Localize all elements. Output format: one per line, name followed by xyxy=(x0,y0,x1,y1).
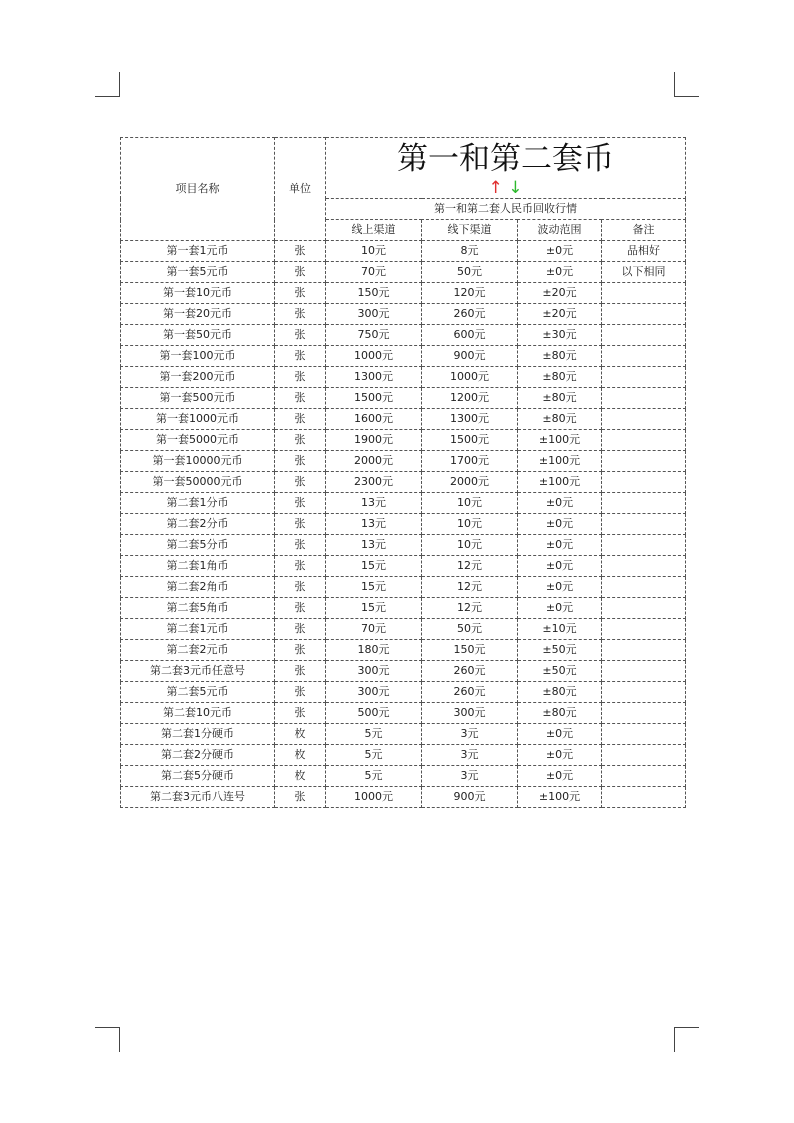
cell-item-name: 第二套2元币 xyxy=(121,640,275,661)
table-row xyxy=(121,766,686,787)
cell-online-price: 5元 xyxy=(326,766,422,787)
cell-note xyxy=(602,619,686,640)
cell-unit: 张 xyxy=(275,787,326,808)
table-row xyxy=(121,556,686,577)
cell-fluctuation-range: ±80元 xyxy=(518,388,602,409)
cell-online-price: 300元 xyxy=(326,661,422,682)
cell-fluctuation-range: ±20元 xyxy=(518,304,602,325)
cell-unit: 张 xyxy=(275,304,326,325)
table-row xyxy=(121,346,686,367)
cell-offline-price: 10元 xyxy=(422,535,518,556)
cell-offline-price: 8元 xyxy=(422,241,518,262)
cell-offline-price: 1700元 xyxy=(422,451,518,472)
cell-offline-price: 600元 xyxy=(422,325,518,346)
cell-online-price: 13元 xyxy=(326,514,422,535)
cell-unit: 张 xyxy=(275,388,326,409)
cell-offline-price: 1300元 xyxy=(422,409,518,430)
table-row xyxy=(121,241,686,262)
cell-unit: 张 xyxy=(275,493,326,514)
table-row xyxy=(121,598,686,619)
cell-item-name: 第二套5分硬币 xyxy=(121,766,275,787)
cell-item-name: 第二套2分硬币 xyxy=(121,745,275,766)
table-row xyxy=(121,283,686,304)
cell-unit: 张 xyxy=(275,535,326,556)
cell-note xyxy=(602,535,686,556)
cell-item-name: 第二套10元币 xyxy=(121,703,275,724)
cell-offline-price: 260元 xyxy=(422,304,518,325)
table-row xyxy=(121,367,686,388)
cell-offline-price: 260元 xyxy=(422,682,518,703)
table-row xyxy=(121,451,686,472)
header-row-title xyxy=(121,138,686,199)
table-row xyxy=(121,430,686,451)
cell-note xyxy=(602,598,686,619)
cell-online-price: 5元 xyxy=(326,724,422,745)
cell-unit: 张 xyxy=(275,640,326,661)
table-row xyxy=(121,472,686,493)
cell-item-name: 第二套3元币任意号 xyxy=(121,661,275,682)
cell-unit: 张 xyxy=(275,556,326,577)
cell-fluctuation-range: ±0元 xyxy=(518,745,602,766)
cell-note: 品相好 xyxy=(602,241,686,262)
cell-item-name: 第一套100元币 xyxy=(121,346,275,367)
cell-offline-price: 900元 xyxy=(422,787,518,808)
cell-offline-price: 3元 xyxy=(422,766,518,787)
cell-item-name: 第二套5元币 xyxy=(121,682,275,703)
cell-item-name: 第一套500元币 xyxy=(121,388,275,409)
cell-item-name: 第一套10000元币 xyxy=(121,451,275,472)
cell-fluctuation-range: ±80元 xyxy=(518,367,602,388)
table-row xyxy=(121,577,686,598)
cell-item-name: 第二套1角币 xyxy=(121,556,275,577)
arrow-up-icon: ↑ xyxy=(488,178,503,198)
cell-online-price: 15元 xyxy=(326,598,422,619)
cell-online-price: 1500元 xyxy=(326,388,422,409)
cell-online-price: 1000元 xyxy=(326,346,422,367)
cell-note xyxy=(602,304,686,325)
table-row xyxy=(121,388,686,409)
cell-note xyxy=(602,787,686,808)
cell-unit: 张 xyxy=(275,619,326,640)
cell-fluctuation-range: ±20元 xyxy=(518,283,602,304)
cell-online-price: 1300元 xyxy=(326,367,422,388)
cell-fluctuation-range: ±0元 xyxy=(518,577,602,598)
cell-online-price: 1000元 xyxy=(326,787,422,808)
cell-unit: 张 xyxy=(275,598,326,619)
cell-online-price: 70元 xyxy=(326,619,422,640)
cell-offline-price: 3元 xyxy=(422,745,518,766)
crop-mark-bottom-left xyxy=(95,1027,120,1052)
cell-online-price: 15元 xyxy=(326,577,422,598)
crop-mark-top-left xyxy=(95,72,120,97)
cell-fluctuation-range: ±100元 xyxy=(518,787,602,808)
cell-unit: 张 xyxy=(275,346,326,367)
title-cell xyxy=(326,138,686,199)
price-table-body xyxy=(121,138,686,808)
cell-online-price: 500元 xyxy=(326,703,422,724)
cell-note xyxy=(602,682,686,703)
cell-fluctuation-range: ±80元 xyxy=(518,682,602,703)
cell-note xyxy=(602,577,686,598)
column-header-online: 线上渠道 xyxy=(326,220,422,241)
cell-unit: 张 xyxy=(275,661,326,682)
cell-fluctuation-range: ±0元 xyxy=(518,514,602,535)
cell-fluctuation-range: ±80元 xyxy=(518,346,602,367)
cell-offline-price: 1000元 xyxy=(422,367,518,388)
cell-online-price: 1900元 xyxy=(326,430,422,451)
cell-note xyxy=(602,451,686,472)
table-row xyxy=(121,514,686,535)
cell-item-name: 第二套2分币 xyxy=(121,514,275,535)
cell-fluctuation-range: ±100元 xyxy=(518,451,602,472)
cell-fluctuation-range: ±0元 xyxy=(518,556,602,577)
cell-fluctuation-range: ±100元 xyxy=(518,472,602,493)
cell-item-name: 第二套5分币 xyxy=(121,535,275,556)
cell-note xyxy=(602,724,686,745)
column-header-note: 备注 xyxy=(602,220,686,241)
table-row xyxy=(121,493,686,514)
cell-item-name: 第一套5元币 xyxy=(121,262,275,283)
cell-fluctuation-range: ±80元 xyxy=(518,703,602,724)
cell-online-price: 70元 xyxy=(326,262,422,283)
cell-offline-price: 50元 xyxy=(422,619,518,640)
cell-offline-price: 2000元 xyxy=(422,472,518,493)
cell-note xyxy=(602,514,686,535)
cell-unit: 枚 xyxy=(275,745,326,766)
table-row xyxy=(121,787,686,808)
cell-note xyxy=(602,325,686,346)
cell-online-price: 13元 xyxy=(326,535,422,556)
cell-item-name: 第二套1分硬币 xyxy=(121,724,275,745)
table-row xyxy=(121,682,686,703)
cell-unit: 张 xyxy=(275,409,326,430)
cell-item-name: 第二套1分币 xyxy=(121,493,275,514)
cell-unit: 张 xyxy=(275,241,326,262)
cell-note xyxy=(602,745,686,766)
table-title: 第一和第二套币 xyxy=(397,141,614,177)
cell-unit: 张 xyxy=(275,325,326,346)
table-row xyxy=(121,619,686,640)
cell-online-price: 15元 xyxy=(326,556,422,577)
cell-item-name: 第一套20元币 xyxy=(121,304,275,325)
cell-unit: 张 xyxy=(275,367,326,388)
cell-online-price: 300元 xyxy=(326,304,422,325)
cell-offline-price: 12元 xyxy=(422,598,518,619)
cell-note xyxy=(602,556,686,577)
cell-unit: 张 xyxy=(275,472,326,493)
cell-item-name: 第一套1000元币 xyxy=(121,409,275,430)
cell-item-name: 第一套50000元币 xyxy=(121,472,275,493)
cell-offline-price: 900元 xyxy=(422,346,518,367)
cell-online-price: 13元 xyxy=(326,493,422,514)
cell-online-price: 750元 xyxy=(326,325,422,346)
table-row xyxy=(121,703,686,724)
cell-item-name: 第一套1元币 xyxy=(121,241,275,262)
cell-unit: 张 xyxy=(275,703,326,724)
cell-online-price: 5元 xyxy=(326,745,422,766)
cell-unit: 枚 xyxy=(275,766,326,787)
cell-online-price: 180元 xyxy=(326,640,422,661)
cell-note xyxy=(602,472,686,493)
cell-unit: 张 xyxy=(275,577,326,598)
cell-unit: 张 xyxy=(275,262,326,283)
cell-fluctuation-range: ±0元 xyxy=(518,598,602,619)
trend-arrows xyxy=(326,179,685,198)
cell-note xyxy=(602,430,686,451)
cell-item-name: 第一套200元币 xyxy=(121,367,275,388)
cell-unit: 张 xyxy=(275,451,326,472)
table-row xyxy=(121,745,686,766)
cell-online-price: 10元 xyxy=(326,241,422,262)
cell-fluctuation-range: ±10元 xyxy=(518,619,602,640)
table-row xyxy=(121,409,686,430)
cell-item-name: 第一套50元币 xyxy=(121,325,275,346)
cell-fluctuation-range: ±30元 xyxy=(518,325,602,346)
cell-fluctuation-range: ±0元 xyxy=(518,766,602,787)
cell-fluctuation-range: ±50元 xyxy=(518,640,602,661)
crop-mark-bottom-right xyxy=(674,1027,699,1052)
cell-unit: 张 xyxy=(275,514,326,535)
table-row xyxy=(121,661,686,682)
crop-mark-top-right xyxy=(674,72,699,97)
cell-note xyxy=(602,703,686,724)
cell-note xyxy=(602,640,686,661)
cell-unit: 张 xyxy=(275,283,326,304)
cell-offline-price: 1500元 xyxy=(422,430,518,451)
cell-fluctuation-range: ±0元 xyxy=(518,724,602,745)
cell-offline-price: 10元 xyxy=(422,493,518,514)
cell-unit: 张 xyxy=(275,430,326,451)
header-project-name: 项目名称 xyxy=(121,138,275,241)
cell-item-name: 第二套3元币八连号 xyxy=(121,787,275,808)
cell-item-name: 第一套5000元币 xyxy=(121,430,275,451)
cell-note xyxy=(602,493,686,514)
cell-offline-price: 50元 xyxy=(422,262,518,283)
header-unit: 单位 xyxy=(275,138,326,241)
cell-note xyxy=(602,283,686,304)
price-table xyxy=(120,137,686,808)
cell-offline-price: 12元 xyxy=(422,556,518,577)
cell-unit: 张 xyxy=(275,682,326,703)
cell-online-price: 300元 xyxy=(326,682,422,703)
cell-note xyxy=(602,766,686,787)
column-header-offline: 线下渠道 xyxy=(422,220,518,241)
cell-offline-price: 120元 xyxy=(422,283,518,304)
column-header-range: 波动范围 xyxy=(518,220,602,241)
cell-offline-price: 10元 xyxy=(422,514,518,535)
cell-fluctuation-range: ±0元 xyxy=(518,241,602,262)
table-row xyxy=(121,325,686,346)
table-row xyxy=(121,724,686,745)
cell-online-price: 150元 xyxy=(326,283,422,304)
cell-fluctuation-range: ±0元 xyxy=(518,262,602,283)
cell-item-name: 第一套10元币 xyxy=(121,283,275,304)
cell-offline-price: 150元 xyxy=(422,640,518,661)
cell-offline-price: 260元 xyxy=(422,661,518,682)
cell-online-price: 2000元 xyxy=(326,451,422,472)
cell-offline-price: 300元 xyxy=(422,703,518,724)
cell-fluctuation-range: ±0元 xyxy=(518,493,602,514)
cell-offline-price: 12元 xyxy=(422,577,518,598)
cell-item-name: 第二套5角币 xyxy=(121,598,275,619)
cell-unit: 枚 xyxy=(275,724,326,745)
table-subtitle: 第一和第二套人民币回收行情 xyxy=(326,199,686,220)
table-row xyxy=(121,535,686,556)
cell-item-name: 第二套2角币 xyxy=(121,577,275,598)
table-row xyxy=(121,262,686,283)
cell-note: 以下相同 xyxy=(602,262,686,283)
cell-note xyxy=(602,346,686,367)
cell-offline-price: 3元 xyxy=(422,724,518,745)
arrow-down-icon: ↓ xyxy=(508,178,523,198)
cell-item-name: 第二套1元币 xyxy=(121,619,275,640)
table-row xyxy=(121,304,686,325)
cell-fluctuation-range: ±50元 xyxy=(518,661,602,682)
cell-fluctuation-range: ±80元 xyxy=(518,409,602,430)
cell-note xyxy=(602,409,686,430)
cell-fluctuation-range: ±100元 xyxy=(518,430,602,451)
cell-offline-price: 1200元 xyxy=(422,388,518,409)
cell-note xyxy=(602,661,686,682)
cell-online-price: 1600元 xyxy=(326,409,422,430)
cell-note xyxy=(602,367,686,388)
cell-online-price: 2300元 xyxy=(326,472,422,493)
cell-note xyxy=(602,388,686,409)
cell-fluctuation-range: ±0元 xyxy=(518,535,602,556)
table-row xyxy=(121,640,686,661)
